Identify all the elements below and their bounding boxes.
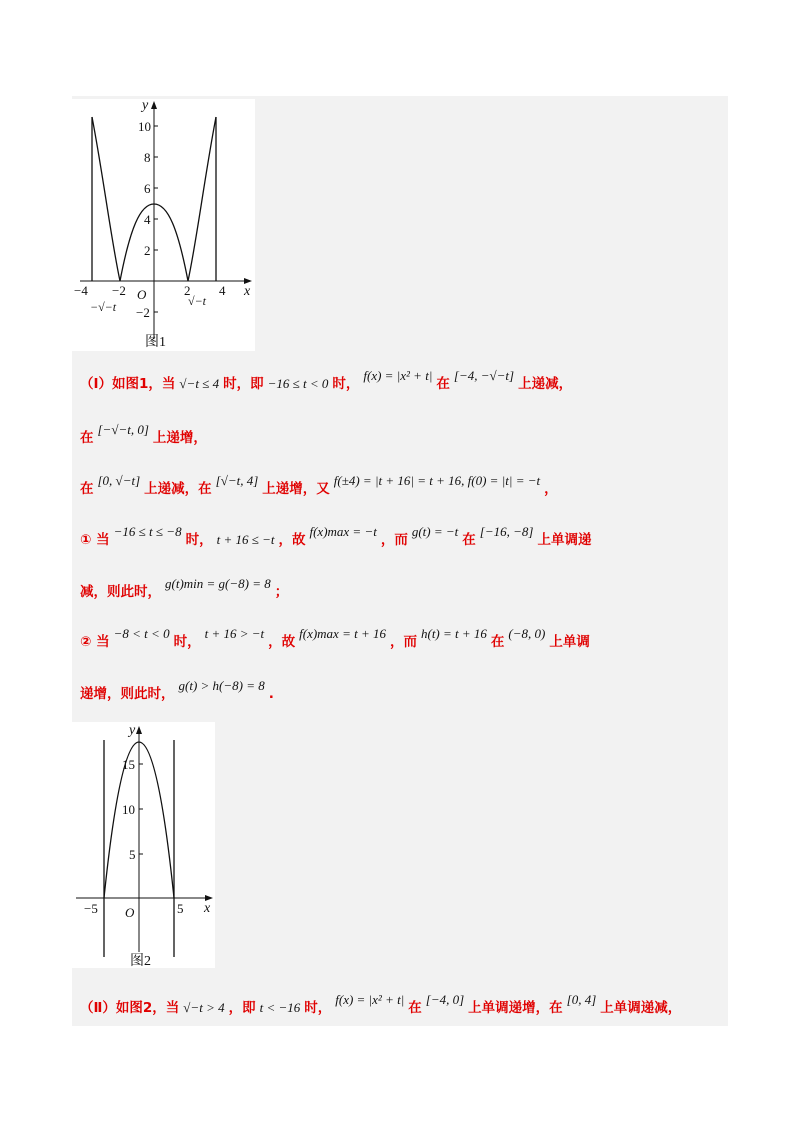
- text-line-8: （Ⅱ）如图2，当 √−t > 4 ，即 t < −16 时，f(x) = |x² + t|在[−4, 0]上单调递增，在[0, 4]上单调递减，: [80, 992, 682, 1016]
- text-line-2: 在[−√−t, 0]上递增，: [80, 422, 207, 446]
- figure-2-graph: [72, 722, 215, 968]
- x-tick-label: 4: [219, 283, 226, 298]
- y-tick-label: 15: [122, 757, 135, 772]
- x-tick-label: −2: [112, 283, 126, 298]
- y-tick-label: 10: [122, 802, 135, 817]
- y-axis-arrow-icon: [136, 726, 142, 734]
- text-line-6: ② 当−8 < t < 0时，t + 16 > −t，故f(x)max = t + 16，而h(t) = t + 16在(−8, 0)上单调: [80, 626, 590, 650]
- x-tick-label: −5: [84, 901, 98, 916]
- root-left-label: −√−t: [90, 300, 117, 314]
- y-tick-label: −2: [136, 305, 150, 320]
- y-axis-label: y: [129, 723, 136, 738]
- text-line-1: （Ⅰ）如图1，当 √−t ≤ 4 时，即 −16 ≤ t < 0 时，f(x) = |x² + t|在[−4, −√−t]上递减，: [80, 368, 573, 392]
- figure-1-caption: 图1: [145, 335, 166, 350]
- figure-2-caption: 图2: [130, 954, 151, 969]
- curve-right-branch: [188, 117, 216, 281]
- y-tick-label: 2: [144, 243, 151, 258]
- figure-1-graph: [72, 99, 255, 351]
- text-line-4: ① 当−16 ≤ t ≤ −8时， t + 16 ≤ −t ，故f(x)max = −t，而g(t) = −t在[−16, −8]上单调递: [80, 524, 592, 548]
- root-right-label: √−t: [188, 294, 207, 308]
- figure-2: [72, 722, 215, 968]
- x-tick-label: 5: [177, 901, 184, 916]
- y-axis-label: y: [142, 99, 149, 113]
- text-line-7: 递增，则此时，g(t) > h(−8) = 8.: [80, 678, 274, 702]
- y-tick-label: 4: [144, 212, 151, 227]
- x-tick-label: 2: [184, 283, 191, 298]
- x-axis-label: x: [204, 901, 211, 916]
- y-tick-label: 5: [129, 847, 136, 862]
- y-tick-label: 10: [138, 119, 151, 134]
- text-line-3: 在[0, √−t]上递减，在[√−t, 4]上递增，又f(±4) = |t + 16| = t + 16, f(0) = |t| = −t，: [80, 473, 558, 497]
- y-tick-label: 8: [144, 150, 151, 165]
- y-axis-arrow-icon: [151, 101, 157, 109]
- figure-1: [72, 99, 255, 351]
- origin-label: O: [137, 287, 147, 302]
- text-line-5: 减，则此时，g(t)min = g(−8) = 8；: [80, 576, 289, 600]
- x-tick-label: −4: [74, 283, 88, 298]
- y-tick-label: 6: [144, 181, 151, 196]
- curve-left-branch: [92, 117, 120, 281]
- origin-label: O: [125, 905, 135, 920]
- x-axis-label: x: [244, 284, 251, 299]
